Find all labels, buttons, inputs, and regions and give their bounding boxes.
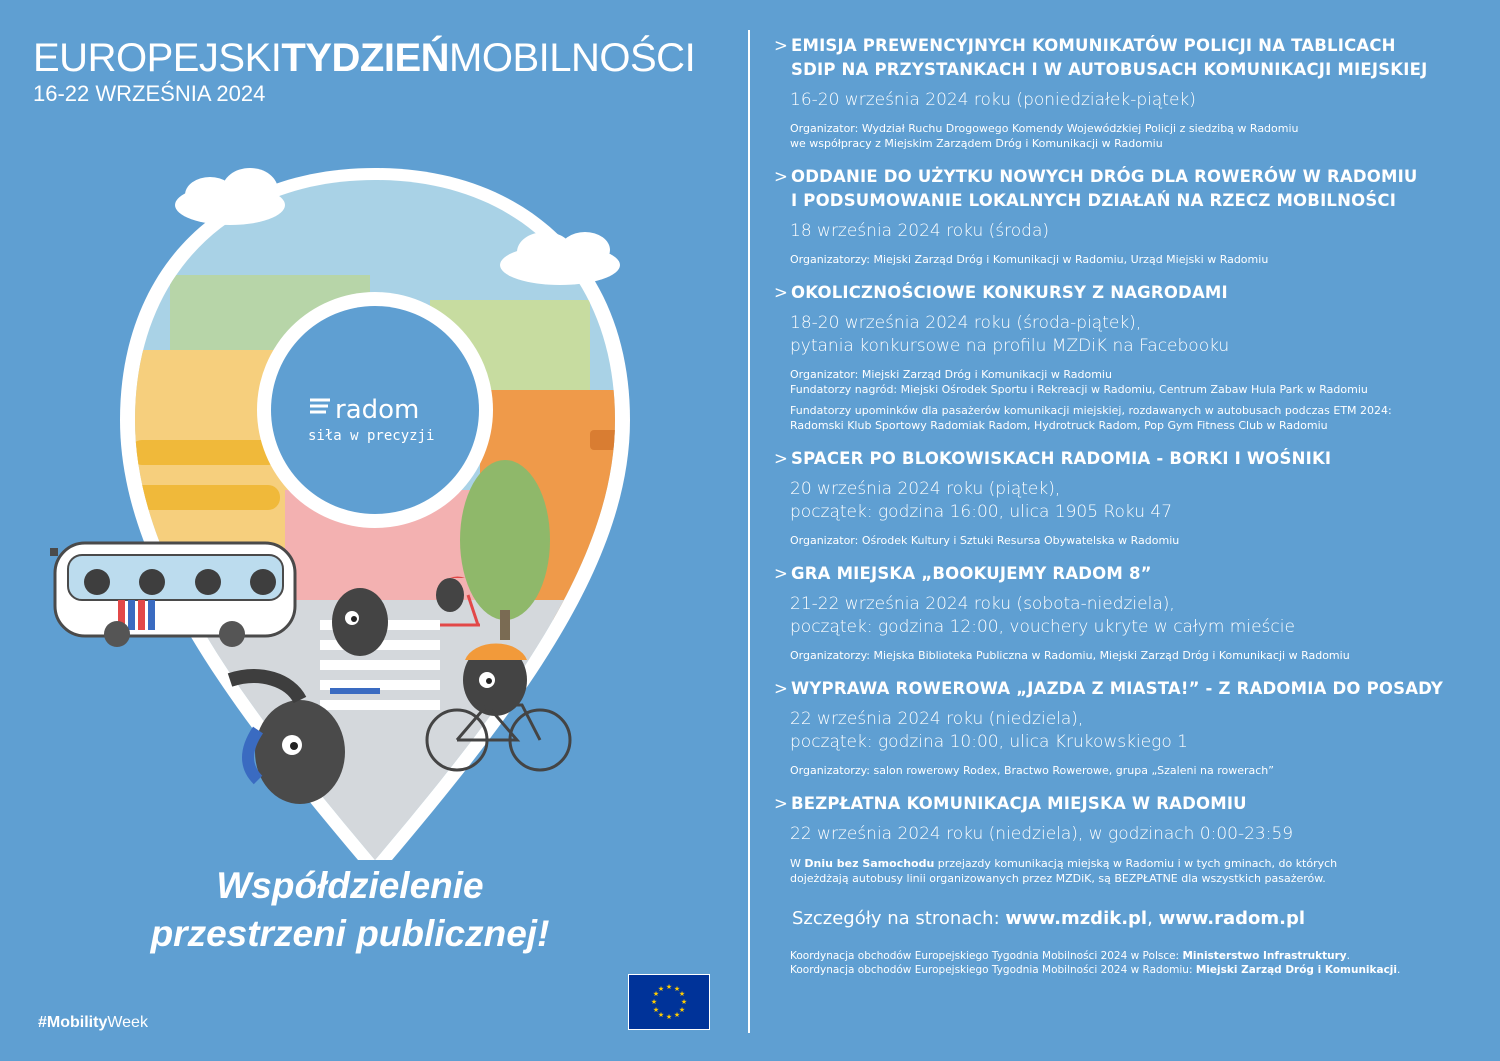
eu-flag-icon xyxy=(628,974,710,1030)
event-title xyxy=(774,447,1474,471)
title-part-3: MOBILNOŚCI xyxy=(449,36,696,80)
event-title xyxy=(774,677,1474,701)
event-item xyxy=(774,447,1474,548)
title-part-1: EUROPEJSKI xyxy=(33,36,282,80)
event-title-line: > ODDANIE DO UŻYTKU NOWYCH DRÓG DLA ROWERÓW W RADOMIU xyxy=(791,167,1418,186)
event-date-line: 18 września 2024 roku (środa) xyxy=(790,221,1050,241)
details-line: Szczegóły na stronach: www.mzdik.pl, www.radom.pl xyxy=(792,908,1306,929)
event-title xyxy=(774,165,1474,213)
mzdik-link[interactable]: www.mzdik.pl xyxy=(1005,908,1148,929)
coordination-note xyxy=(790,949,1474,977)
coordination-line-2: Koordynacja obchodów Europejskiego Tygodnia Mobilności 2024 w Radomiu: Miejski Zarząd Dróg i Komunikacji. xyxy=(790,964,1401,976)
event-date xyxy=(790,478,1474,524)
event-title-line: I PODSUMOWANIE LOKALNYCH DZIAŁAŃ NA RZECZ MOBILNOŚCI xyxy=(791,191,1397,210)
event-organizer-line: Fundatorzy nagród: Miejski Ośrodek Sportu i Rekreacji w Radomiu, Centrum Zabaw Hula Park w Radomiu xyxy=(790,383,1368,396)
event-date xyxy=(790,823,1474,846)
event-date-line: 16-20 września 2024 roku (poniedziałek-piątek) xyxy=(790,90,1196,110)
coordination-line-1: Koordynacja obchodów Europejskiego Tygodnia Mobilności 2024 w Polsce: Ministerstwo Infrastruktury. xyxy=(790,950,1350,962)
free-transit-line-2: dojeżdżają autobusy linii organizowanych przez MZDiK, są BEZPŁATNE dla wszystkich pasażerów. xyxy=(790,872,1326,885)
event-organizers xyxy=(790,533,1474,548)
event-title xyxy=(774,34,1474,82)
event-organizer-line: Organizator: Ośrodek Kultury i Sztuki Resursa Obywatelska w Radomiu xyxy=(790,534,1180,547)
event-item xyxy=(774,281,1474,433)
event-date xyxy=(790,708,1474,754)
event-title-line: > GRA MIEJSKA „BOOKUJEMY RADOM 8” xyxy=(791,564,1152,583)
event-date xyxy=(790,220,1474,243)
slogan xyxy=(80,862,620,958)
svg-text:★: ★ xyxy=(680,998,688,1006)
event-title-line: > OKOLICZNOŚCIOWE KONKURSY Z NAGRODAMI xyxy=(791,283,1228,302)
svg-text:★: ★ xyxy=(665,1013,673,1021)
event-organizers xyxy=(790,121,1474,151)
svg-text:★: ★ xyxy=(657,985,665,993)
event-item xyxy=(774,562,1474,663)
event-title-line: > BEZPŁATNA KOMUNIKACJA MIEJSKA W RADOMIU xyxy=(791,794,1247,813)
event-date-line: 22 września 2024 roku (niedziela), xyxy=(790,709,1084,729)
event-date-line: 20 września 2024 roku (piątek), xyxy=(790,479,1061,499)
event-item xyxy=(774,34,1474,151)
event-item xyxy=(774,165,1474,267)
svg-text:★: ★ xyxy=(650,998,658,1006)
event-organizer-line: Organizatorzy: Miejska Biblioteka Publiczna w Radomiu, Miejski Zarząd Dróg i Komunikacji w Radomiu xyxy=(790,649,1350,662)
event-organizers xyxy=(790,648,1474,663)
svg-text:★: ★ xyxy=(673,985,681,993)
logo-text: radom xyxy=(335,395,420,425)
details-label: Szczegóły na stronach: xyxy=(792,908,1006,929)
event-date-line: początek: godzina 16:00, ulica 1905 Roku 47 xyxy=(790,502,1173,522)
event-organizer-line: Fundatorzy upominków dla pasażerów komunikacji miejskiej, rozdawanych w autobusach podczas ETM 2024: xyxy=(790,404,1392,417)
event-organizer-line: Radomski Klub Sportowy Radomiak Radom, Hydrotruck Radom, Pop Gym Fitness Club w Radomiu xyxy=(790,419,1328,432)
event-date xyxy=(790,312,1474,358)
event-item xyxy=(774,792,1474,846)
event-date-line: 22 września 2024 roku (niedziela), w godzinach 0:00-23:59 xyxy=(790,824,1294,844)
event-item xyxy=(774,677,1474,778)
hashtag-bold: #Mobility xyxy=(38,1014,108,1031)
event-organizer-line: we współpracy z Miejskim Zarządem Dróg i Komunikacji w Radomiu xyxy=(790,137,1163,150)
logo-tagline: siła w precyzji xyxy=(308,428,435,444)
event-date-line: pytania konkursowe na profilu MZDiK na Facebooku xyxy=(790,336,1230,356)
event-organizer-line: Organizator: Wydział Ruchu Drogowego Komendy Wojewódzkiej Policji z siedzibą w Radomiu xyxy=(790,122,1299,135)
free-transit-note xyxy=(790,856,1474,886)
event-organizer-line: Organizatorzy: Miejski Zarząd Dróg i Komunikacji w Radomiu, Urząd Miejski w Radomiu xyxy=(790,253,1269,266)
radom-link[interactable]: www.radom.pl xyxy=(1158,908,1306,929)
hashtag-regular: Week xyxy=(107,1014,148,1031)
event-title-line: > EMISJA PREWENCYJNYCH KOMUNIKATÓW POLICJI NA TABLICACH xyxy=(791,36,1396,55)
svg-text:★: ★ xyxy=(678,990,686,998)
vertical-divider xyxy=(748,30,750,1033)
svg-text:★: ★ xyxy=(678,1006,686,1014)
event-title-line: > SPACER PO BLOKOWISKACH RADOMIA - BORKI I WOŚNIKI xyxy=(791,449,1332,468)
event-date xyxy=(790,593,1474,639)
event-title-line: SDIP NA PRZYSTANKACH I W AUTOBUSACH KOMUNIKACJI MIEJSKIEJ xyxy=(791,60,1428,79)
svg-text:★: ★ xyxy=(657,1011,665,1019)
event-organizers xyxy=(790,252,1474,267)
event-title xyxy=(774,562,1474,586)
svg-text:★: ★ xyxy=(673,1011,681,1019)
title-part-2: TYDZIEŃ xyxy=(281,36,450,80)
svg-text:★: ★ xyxy=(652,1006,660,1014)
event-date-line: początek: godzina 10:00, ulica Krukowskiego 1 xyxy=(790,732,1188,752)
event-organizers xyxy=(790,763,1474,778)
event-organizers xyxy=(790,367,1474,433)
event-organizer-line: Organizatorzy: salon rowerowy Rodex, Bractwo Rowerowe, grupa „Szaleni na rowerach” xyxy=(790,764,1274,777)
event-title xyxy=(774,281,1474,305)
svg-text:★: ★ xyxy=(665,983,673,991)
event-date-line: 18-20 września 2024 roku (środa-piątek), xyxy=(790,313,1142,333)
free-transit-line-1: W Dniu bez Samochodu przejazdy komunikacją miejską w Radomiu i w tych gminach, do których xyxy=(790,857,1338,870)
poster-dates: 16-22 WRZEŚNIA 2024 xyxy=(33,81,266,106)
events-list xyxy=(774,34,1474,846)
pin-illustration xyxy=(0,160,740,860)
event-date-line: początek: godzina 12:00, vouchery ukryte w całym mieście xyxy=(790,617,1295,637)
event-title xyxy=(774,792,1474,816)
event-organizer-line: Organizator: Miejski Zarząd Dróg i Komunikacji w Radomiu xyxy=(790,368,1112,381)
bus-icon xyxy=(50,543,295,647)
event-title-line: > WYPRAWA ROWEROWA „JAZDA Z MIASTA!” - Z RADOMIA DO POSADY xyxy=(791,679,1444,698)
event-date-line: 21-22 września 2024 roku (sobota-niedziela), xyxy=(790,594,1175,614)
event-date xyxy=(790,89,1474,112)
hashtag xyxy=(38,1014,148,1032)
slogan-line-1: Współdzielenie xyxy=(216,865,484,906)
poster-title xyxy=(33,36,695,80)
slogan-line-2: przestrzeni publicznej! xyxy=(150,913,550,954)
svg-text:★: ★ xyxy=(652,990,660,998)
events-column xyxy=(774,34,1474,977)
